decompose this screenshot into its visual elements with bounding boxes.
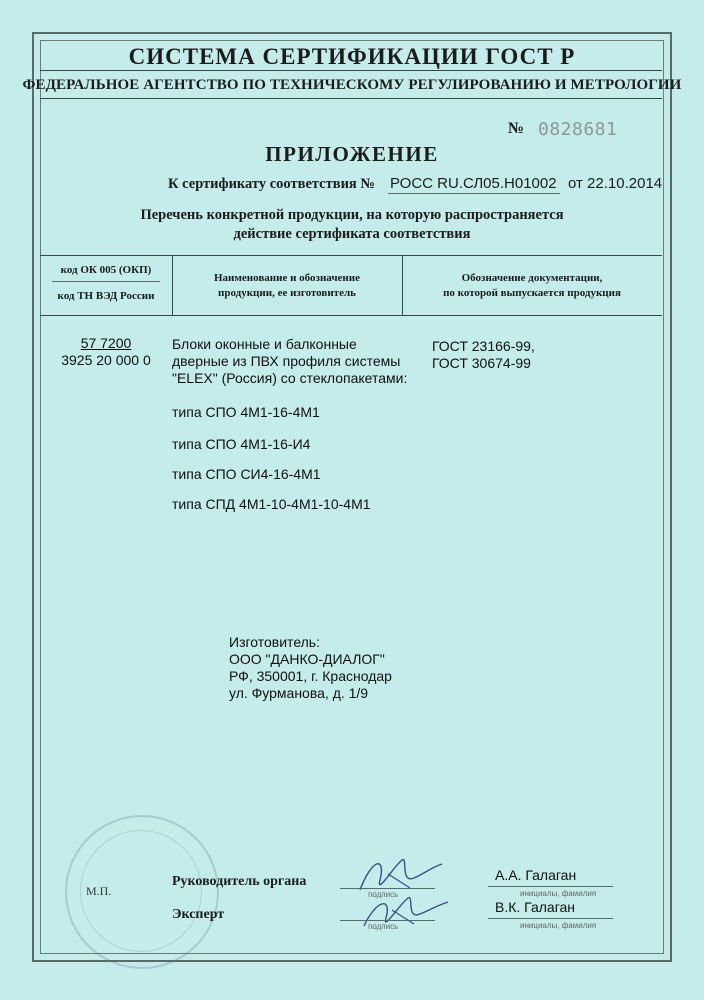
form-number-label: № (508, 120, 525, 137)
manufacturer-address-2: ул. Фурманова, д. 1/9 (229, 685, 369, 701)
head-name-line (488, 886, 613, 887)
form-number: 0828681 (538, 119, 618, 140)
page-title: ПРИЛОЖЕНИЕ (265, 142, 439, 166)
certificate-date: от 22.10.2014 (568, 175, 663, 192)
table-top-rule (40, 255, 662, 256)
head-name: А.А. Галаган (495, 867, 577, 883)
product-type-4: типа СПД 4М1-10-4М1-10-4М1 (172, 496, 371, 512)
handwritten-signatures (350, 848, 460, 938)
col-product-header-1: Наименование и обозначение (214, 272, 360, 284)
head-name-caption: инициалы, фамилия (520, 889, 597, 898)
expert-name-line (488, 918, 613, 919)
product-type-3: типа СПО СИ4-16-4М1 (172, 466, 321, 482)
product-line-3: "ELEX" (Россия) со стеклопакетами: (172, 370, 408, 386)
standard-2: ГОСТ 30674-99 (432, 355, 531, 371)
expert-name: В.К. Галаган (495, 899, 576, 915)
list-title-line2: действие сертификата соответствия (233, 226, 471, 242)
tnved-code: 3925 20 000 0 (61, 352, 151, 368)
col-tnved-header: код ТН ВЭД России (57, 290, 155, 302)
manufacturer-label: Изготовитель: (229, 634, 320, 650)
head-of-body-label: Руководитель органа (172, 874, 307, 889)
col1-header-divider (52, 281, 160, 282)
col-product-header-2: продукции, ее изготовитель (218, 287, 356, 299)
product-type-2: типа СПО 4М1-16-И4 (172, 436, 311, 452)
col-docs-header-2: по которой выпускается продукция (443, 287, 621, 299)
product-type-1: типа СПО 4М1-16-4М1 (172, 404, 320, 420)
standard-1: ГОСТ 23166-99, (432, 338, 535, 354)
certificate-prefix: К сертификату соответствия № (168, 176, 375, 192)
certificate-code: РОСС RU.СЛ05.Н01002 (390, 175, 557, 192)
column-divider-1 (172, 255, 173, 315)
system-title: СИСТЕМА СЕРТИФИКАЦИИ ГОСТ Р (128, 44, 576, 69)
expert-signature-line (340, 920, 435, 921)
manufacturer-name: ООО "ДАНКО-ДИАЛОГ" (229, 651, 385, 667)
expert-signature-caption: подпись (368, 922, 399, 931)
certificate-code-underline (388, 193, 560, 194)
expert-name-caption: инициалы, фамилия (520, 921, 597, 930)
head-signature-line (340, 888, 435, 889)
title-divider (40, 70, 662, 71)
col-okp-header: код ОК 005 (ОКП) (60, 264, 152, 276)
column-divider-2 (402, 255, 403, 315)
agency-name: ФЕДЕРАЛЬНОЕ АГЕНТСТВО ПО ТЕХНИЧЕСКОМУ РЕГУЛИРОВАНИЮ И МЕТРОЛОГИИ (22, 77, 682, 93)
mp-label: М.П. (86, 884, 112, 898)
head-signature-caption: подпись (368, 890, 399, 899)
manufacturer-address-1: РФ, 350001, г. Краснодар (229, 668, 392, 684)
product-line-1: Блоки оконные и балконные (172, 336, 357, 352)
table-header-bottom-rule (40, 315, 662, 316)
expert-label: Эксперт (172, 907, 225, 922)
list-title-line1: Перечень конкретной продукции, на которую распространяется (140, 207, 564, 223)
okp-code: 57 7200 (80, 335, 132, 351)
product-line-2: дверные из ПВХ профиля системы (172, 353, 401, 369)
col-docs-header-1: Обозначение документации, (461, 272, 603, 284)
agency-divider (40, 98, 662, 99)
